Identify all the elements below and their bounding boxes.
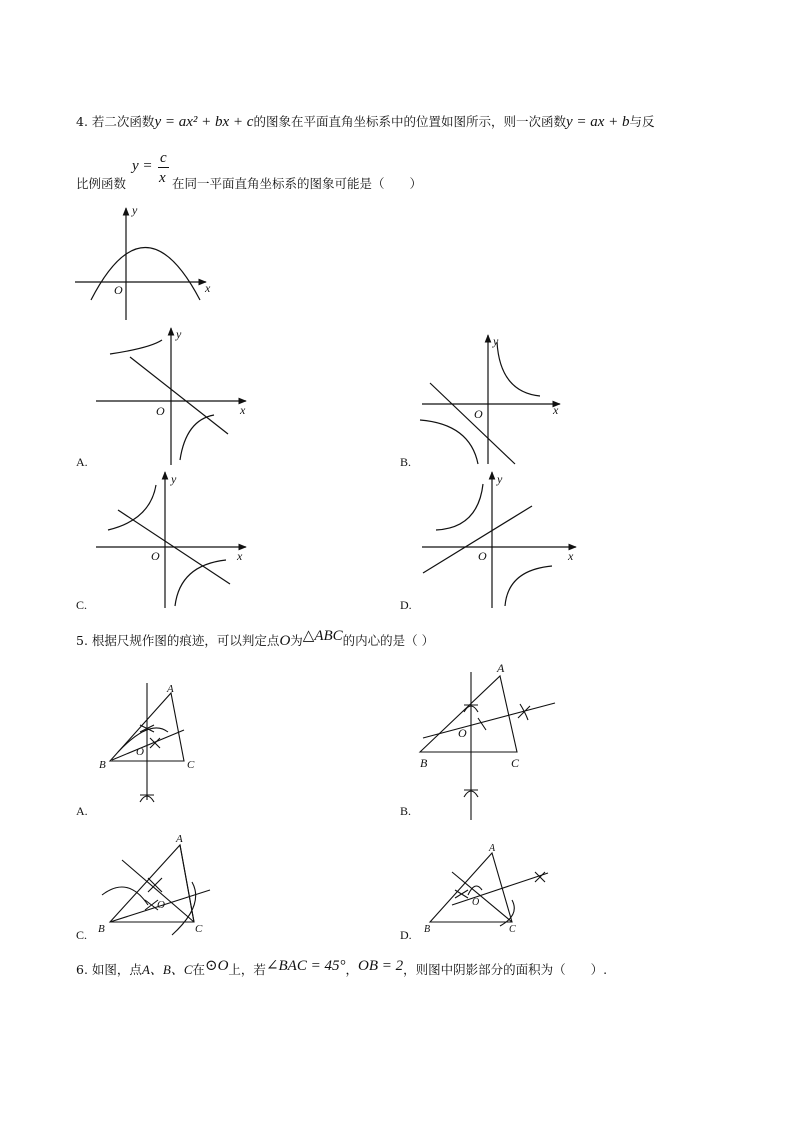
q4-number: 4. <box>76 114 88 129</box>
svg-text:x: x <box>568 549 574 563</box>
svg-text:O: O <box>478 549 487 563</box>
q4-option-a[interactable]: A. <box>76 455 88 469</box>
q4-quadratic-eq: y = ax² + bx + c <box>154 114 254 130</box>
svg-text:A: A <box>176 833 183 845</box>
svg-text:C: C <box>511 756 520 770</box>
q5-text3: 的内心的是（ ） <box>342 633 435 648</box>
svg-text:x: x <box>553 403 559 417</box>
q4-main-y-label: y <box>132 203 138 217</box>
q4-main-x-label: x <box>205 281 211 295</box>
q6-text1: 如图，点 <box>91 962 142 977</box>
q4-option-b[interactable]: B. <box>400 455 412 469</box>
q4-text3: 与反 <box>629 114 655 129</box>
q4-option-d[interactable]: D. <box>400 598 412 612</box>
q6-comma: ， <box>345 962 358 977</box>
svg-text:y: y <box>171 472 177 486</box>
svg-text:O: O <box>136 746 144 758</box>
svg-text:x: x <box>240 403 246 417</box>
q4-main-origin: O <box>114 283 123 297</box>
q6-text2: 在 <box>192 962 206 977</box>
q6-line <box>76 958 608 978</box>
q4-eq3-y: y = <box>132 158 153 174</box>
q4-eq3-denominator: x <box>159 170 166 186</box>
q4-text4: 比例函数 <box>76 176 127 191</box>
q4-text1: 若二次函数 <box>91 114 155 129</box>
q6-angle-eq: ∠BAC = 45° <box>265 958 346 974</box>
svg-text:y: y <box>493 334 499 348</box>
svg-text:B: B <box>98 923 105 935</box>
q6-number: 6. <box>76 962 88 977</box>
svg-text:B: B <box>99 759 106 771</box>
svg-text:y: y <box>497 472 503 486</box>
q5-option-b[interactable]: B. <box>400 804 412 818</box>
q5-option-c[interactable]: C. <box>76 928 88 942</box>
q5-number: 5. <box>76 633 88 648</box>
svg-text:C: C <box>195 923 203 935</box>
q5-triangle: △ABC <box>302 628 343 644</box>
q6-text4: ，则图中阴影部分的面积为（ ）. <box>403 962 608 977</box>
svg-text:B: B <box>420 756 428 770</box>
q4-text2: 的图象在平面直角坐标系中的位置如图所示，则一次函数 <box>253 114 566 129</box>
svg-text:O: O <box>458 726 467 740</box>
q5-point: O <box>279 633 291 649</box>
svg-text:O: O <box>151 549 160 563</box>
svg-text:A: A <box>489 843 496 854</box>
svg-text:B: B <box>424 924 431 935</box>
q6-points: A、B、C <box>141 962 193 977</box>
q6-length-eq: OB = 2 <box>357 958 404 974</box>
svg-text:O: O <box>474 407 483 421</box>
svg-text:O: O <box>472 897 480 908</box>
q5-b-triangle <box>420 676 517 752</box>
svg-text:A: A <box>497 661 505 675</box>
svg-text:x: x <box>237 549 243 563</box>
q4-eq3-numerator: c <box>160 150 167 166</box>
q5-option-d[interactable]: D. <box>400 928 412 942</box>
q4-text5: 在同一平面直角坐标系的图象可能是（ ） <box>172 176 423 191</box>
q4-linear-eq: y = ax + b <box>565 114 630 130</box>
svg-text:O: O <box>156 404 165 418</box>
svg-text:O: O <box>157 899 165 911</box>
q4-option-c[interactable]: C. <box>76 598 88 612</box>
q5-option-a[interactable]: A. <box>76 804 88 818</box>
svg-text:C: C <box>509 924 516 935</box>
svg-text:C: C <box>187 759 195 771</box>
svg-text:A: A <box>167 683 174 695</box>
q5-text1: 根据尺规作图的痕迹，可以判定点 <box>91 633 280 648</box>
q6-text3: 上，若 <box>228 962 266 977</box>
svg-text:y: y <box>176 327 182 341</box>
q6-circle: ⊙O <box>205 958 229 974</box>
q5-text2: 为 <box>290 633 303 648</box>
